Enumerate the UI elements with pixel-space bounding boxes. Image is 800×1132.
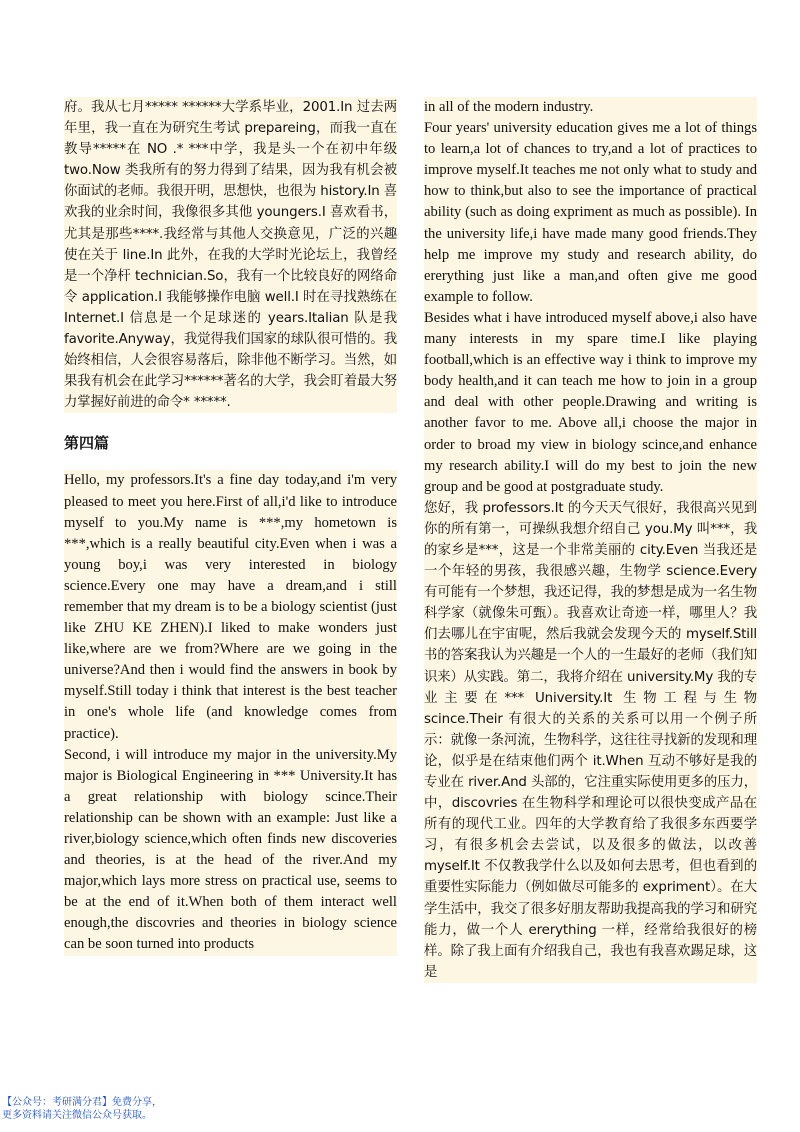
chinese-paragraph-1: 府。我从七月***** ******大学系毕业，2001.In 过去两年里，我一直在为研究生考试 prepareing，而我一直在教导*****在 NO .* ***中学，我是头一个在初中年级 two.Now 类我所有的努力得到了结果，因为我有机会被你面试的老师。我很开明，思想快，也很为 history.In 喜欢我的业余时间，我像很多其他 youngers.I 喜欢看书，尤其是那些****.我经常与其他人交换意见，广泛的兴趣使在关于 line.In 此外，在我的大学时光论坛上，我曾经是一个净杆 technician.So，我有一个比较良好的网络命令 application.I 我能够操作电脑 well.I 时在寻找熟练在 Internet.I 信息是一个足球迷的 years.Italian 队是我 favorite.Anyway，我觉得我们国家的球队很可惜的。我始终相信，人会很容易落后，除非他不断学习。当然，如果我有机会在此学习******著名的大学，我会盯着最大努力掌握好前进的命令* *****. bbox=[64, 97, 397, 413]
english-paragraph-intro: Hello, my professors.It's a fine day today,and i'm very pleased to meet you here.First of all,i'd like to introduce myself to you.My name is ***,my hometown is ***,which is a really beautiful city.Even when i was a young boy,i was very interested in biology science.Every one may have a dream,and i still remember that my dream is to be a biology scientist (just like ZHU KE ZHEN).I liked to make wonders just like,where are we from?Where are we going in the universe?And then i would find the answers in book by myself.Still today i think that interest is the best teacher in one's whole life (and knowledge comes from practice). bbox=[64, 470, 397, 744]
footer-note bbox=[2, 1096, 162, 1122]
right-column bbox=[424, 97, 757, 983]
english-paragraph-education: Four years' university education gives me a lot of things to learn,a lot of chances to try,and a lot of practices to improve myself.It teaches me not only what to study and how to think,but also to see the importance of practical ability (such as doing expriment as much as possible). In the university life,i have made many good friends.They help me improve my study and research ability, do ererything just like a man,and often give me good example to follow. bbox=[424, 118, 757, 308]
english-paragraph-continued: in all of the modern industry. bbox=[424, 97, 757, 118]
english-paragraph-interests: Besides what i have introduced myself above,i also have many interests in my spare time.I like playing football,which is an effective way i think to improve my body health,and it can teach me how to join in a group and deal with other people.Drawing and writing is another favor to me. Above all,i choose the major in order to broad my view in biology scince,and enhance my research ability.I will do my best to join the new group and be good at postgraduate study. bbox=[424, 308, 757, 498]
english-paragraph-major: Second, i will introduce my major in the university.My major is Biological Engineering in *** University.It has a great relationship with biology scince.Their relationship can be shown with an example: Just like a river,biology science,which often finds new discoveries and theories, is at the head of the river.And my major,which lays more stress on practical use, seems to be at the end of it.When both of them interact well enough,the discovries and theories in biology science can be soon turned into products bbox=[64, 745, 397, 956]
footer-line-2: 更多资料请关注微信公众号获取。 bbox=[2, 1110, 152, 1121]
footer-line-1: 【公众号：考研满分君】免费分享， bbox=[2, 1097, 162, 1108]
left-column bbox=[64, 97, 397, 956]
chinese-paragraph-translation: 您好，我 professors.It 的今天天气很好，我很高兴见到你的所有第一，可操纵我想介绍自己 you.My 叫***，我的家乡是***，这是一个非常美丽的 city.Even 当我还是一个年轻的男孩，我很感兴趣，生物学 science.Every 有可能有一个梦想，我还记得，我的梦想是成为一名生物科学家（就像朱可甄）。我喜欢让奇迹一样，哪里人？我们去哪儿在宇宙呢，然后我就会发现今天的 myself.Still 书的答案我认为兴趣是一个人的一生最好的老师（我们知识来）从实践。第二，我将介绍在 university.My 我的专业主要在*** University.It 生物工程与生物 scince.Their 有很大的关系的关系可以用一个例子所示：就像一条河流，生物科学，这往往寻找新的发现和理论，似乎是在结束他们两个 it.When 互动不够好是我的专业在 river.And 头部的，它注重实际使用更多的压力，中，discovries 在生物科学和理论可以很快变成产品在所有的现代工业。四年的大学教育给了我很多东西要学习，有很多机会去尝试，以及很多的做法，以改善 myself.It 不仅教我学什么以及如何去思考，但也看到的重要性实际能力（例如做尽可能多的 expriment）。在大学生活中，我交了很多好朋友帮助我提高我的学习和研究能力，做一个人 ererything 一样，经常给我很好的榜样。除了我上面有介绍我自己，我也有我喜欢踢足球，这是 bbox=[424, 498, 757, 983]
section-heading: 第四篇 bbox=[64, 434, 110, 453]
